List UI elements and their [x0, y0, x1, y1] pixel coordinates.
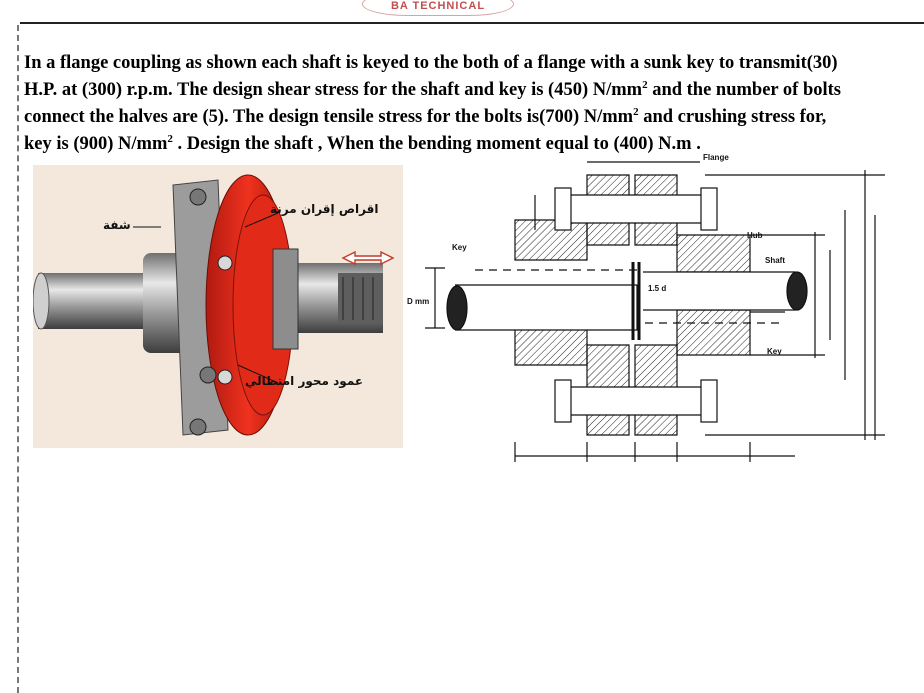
top-rule — [20, 22, 924, 24]
label-key: Key — [767, 347, 782, 356]
label-shaft-pin: عمود محور امتطالي — [245, 374, 364, 388]
superscript: 2 — [167, 133, 173, 146]
label-shaft-dia: D mm — [407, 297, 430, 306]
problem-line-2 — [24, 74, 920, 101]
right-hub-top — [677, 235, 750, 272]
problem-text-2b: and the number of bolts — [647, 80, 841, 101]
problem-text-1: In a flange coupling as shown each shaft is keyed to the both of a flange with a sunk key to transmit(30) — [24, 53, 838, 73]
label-shaft: Shaft — [765, 256, 785, 265]
label-bolt-dia: 1.5 d — [648, 284, 667, 293]
superscript: 2 — [642, 79, 648, 91]
page-margin-line — [17, 25, 19, 693]
watermark-logo: BA TECHNICAL — [362, 0, 514, 16]
problem-text-4b: . Design the shaft , When the bending moment equal to (400) N.m . — [172, 134, 701, 155]
label-hub: Hub — [747, 231, 763, 240]
bottom-bolt — [565, 387, 705, 415]
top-bolt — [565, 195, 705, 223]
problem-text-2a: H.P. at (300) r.p.m. The design shear stress for the shaft and key is (450) N/mm — [24, 80, 643, 101]
left-shaft-end — [447, 286, 467, 330]
label-flange: Flange — [703, 153, 729, 162]
label-key-left: Key — [452, 243, 467, 252]
right-shaft-end — [787, 272, 807, 310]
right-hub-bottom — [677, 310, 750, 355]
problem-text-4a: key is (900) N/mm — [24, 134, 168, 155]
problem-statement — [24, 52, 920, 155]
problem-line-1 — [24, 52, 920, 74]
problem-line-3 — [24, 101, 920, 128]
problem-text-3b: and crushing stress for, — [638, 107, 827, 128]
double-arrow-icon — [343, 252, 393, 264]
left-shaft-section — [455, 285, 637, 330]
sectional-drawing — [405, 150, 920, 470]
label-shaft: شفة — [103, 218, 131, 232]
left-hub-top — [515, 220, 587, 260]
superscript: 2 — [633, 106, 639, 119]
coupling-drawing — [405, 150, 920, 470]
problem-text-3a: connect the halves are (5). The design tensile stress for the bolts is(700) N/mm — [24, 107, 634, 128]
label-flange-discs: اقراص إقران مرنة — [270, 202, 379, 216]
